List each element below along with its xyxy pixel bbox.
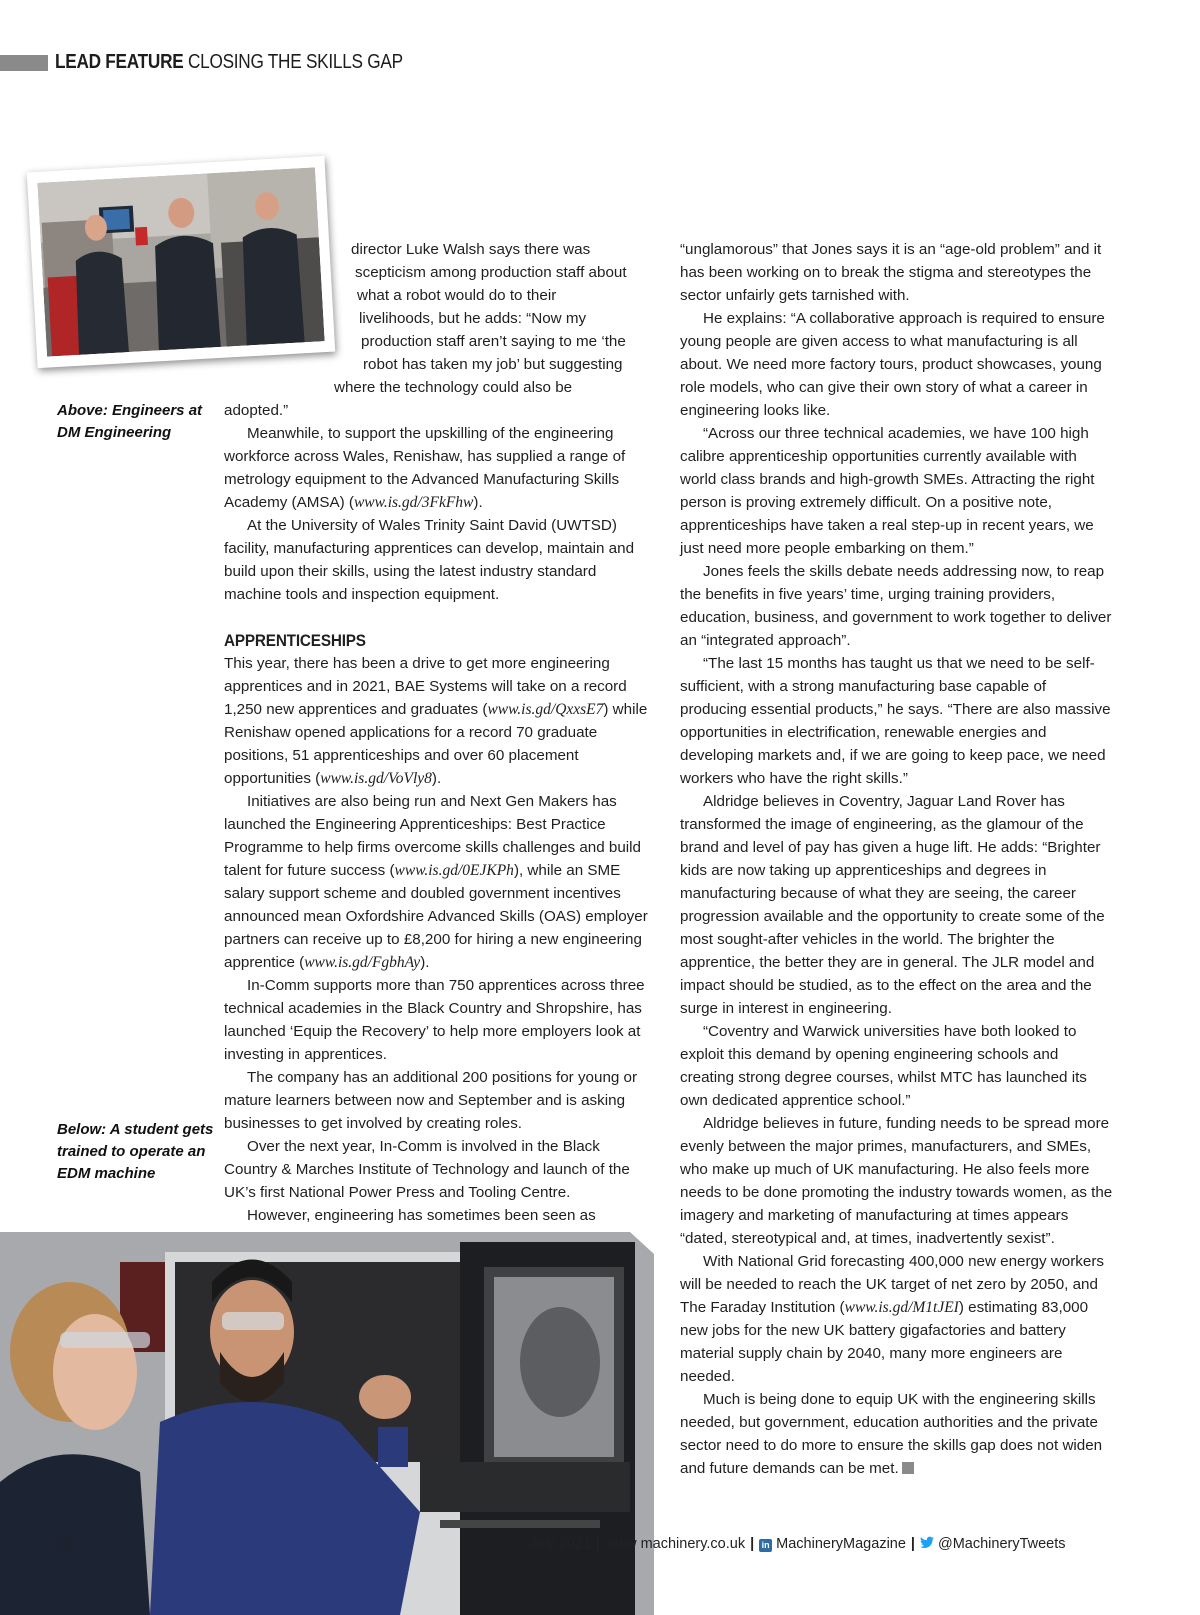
page-number: 12 <box>57 1536 74 1552</box>
paragraph: Aldridge believes in future, funding needs to be spread more evenly between the major primes, manufacturers, and SMEs, who make up much of UK manufacturing. He also feels more needs to be done promoting the industry towards women, as the imagery and marketing of manufacturing at times appears “dated, stereotypical and, at times, inadvertently sexist”. <box>680 1115 1113 1247</box>
paragraph: “Across our three technical academies, we have 100 high calibre apprenticeship opportunities currently available with world class brands and high-growth SMEs. Attracting the right person is proving extremely difficult. On a positive note, apprenticeships have taken a real step-up in recent years, we just need more people embarking on them.” <box>680 425 1095 557</box>
wrap-line: livelihoods, but he adds: “Now my <box>359 310 587 327</box>
twitter-icon <box>920 1536 934 1549</box>
paragraph: Much is being done to equip UK with the engineering skills needed, but government, education authorities and the private sector need to do more to ensure the skills gap does not widen and future demands can be met. <box>680 1391 1103 1477</box>
paragraph: adopted.” <box>224 402 289 419</box>
end-of-article-square <box>902 1462 914 1474</box>
article-link[interactable]: www.is.gd/M1tJEI <box>844 1299 959 1316</box>
caption-above: Above: Engineers at DM Engineering <box>57 402 203 441</box>
paragraph: With National Grid forecasting 400,000 new energy workers will be needed to reach the UK target of net zero by 2050, and The Faraday Institution (www.is.gd/M1tJEI) estimating 83,000 new jobs for the new UK battery gigafactories and battery material supply chain by 2040, many more engineers are needed. <box>680 1253 1104 1385</box>
website-link[interactable]: www machinery.co.uk <box>605 1536 746 1552</box>
issue-date: July 2021 <box>529 1536 592 1552</box>
article-link[interactable]: www.is.gd/0EJKPh <box>394 862 514 879</box>
caption-below: Below: A student gets trained to operate an EDM machine <box>57 1121 214 1182</box>
article-link[interactable]: www.is.gd/QxxsE7 <box>487 701 604 718</box>
header-accent-bar <box>0 55 48 71</box>
linkedin-handle[interactable]: MachineryMagazine <box>776 1536 906 1552</box>
paragraph: Initiatives are also being run and Next Gen Makers has launched the Engineering Apprenticeships: Best Practice Programme to help firms overcome skills challenges and build talent for future success (www.is.gd/0EJKPh), while an SME salary support scheme and doubled government incentives announced mean Oxfordshire Advanced Skills (OAS) employer partners can receive up to £8,200 for hiring a new engineering apprentice (www.is.gd/FgbhAy). <box>224 793 648 971</box>
wrap-line: production staff aren’t saying to me ‘the <box>361 333 626 350</box>
article-link[interactable]: www.is.gd/FgbhAy <box>304 954 421 971</box>
header-section: LEAD FEATURE <box>55 51 184 73</box>
paragraph: This year, there has been a drive to get more engineering apprentices and in 2021, BAE Systems will take on a record 1,250 new apprentices and graduates (www.is.gd/QxxsE7) while Renishaw opened applications for a record 70 graduate positions, 51 apprenticeships and over 60 placement opportunities (www.is.gd/VoVly8). <box>224 655 648 787</box>
edm-training-photo <box>0 1232 654 1615</box>
wrap-line: what a robot would do to their <box>357 287 557 304</box>
wrap-line: scepticism among production staff about <box>355 264 627 281</box>
paragraph: Jones feels the skills debate needs addressing now, to reap the benefits in five years’ time, urging training providers, education, business, and government to work together to deliver an “integrated approach”. <box>680 563 1112 649</box>
article-column-2 <box>680 238 1116 1480</box>
paragraph: Over the next year, In-Comm is involved in the Black Country & Marches Institute of Technology and launch of the UK’s first National Power Press and Tooling Centre. <box>224 1138 630 1201</box>
article-column-1 <box>224 238 656 1227</box>
footer-credits: July 2021 | www machinery.co.uk | in MachineryMagazine | @MachineryTweets <box>529 1536 1066 1552</box>
wrap-line: robot has taken my job’ but suggesting <box>363 356 623 373</box>
paragraph: “unglamorous” that Jones says it is an “age-old problem” and it has been working on to break the stigma and stereotypes the sector unfairly gets tarnished with. <box>680 241 1102 304</box>
article-link[interactable]: www.is.gd/VoVly8 <box>320 770 432 787</box>
subheading: APPRENTICESHIPS <box>224 631 366 650</box>
paragraph: Aldridge believes in Coventry, Jaguar Land Rover has transformed the image of engineering, as the glamour of the brand and level of pay has given a huge lift. He adds: “Brighter kids are now taking up apprenticeships and degrees in manufacturing because of what they are seeing, the career progression available and the opportunity to create some of the most sought-after vehicles in the world. The brighter the apprentice, the better they are in general. The JLR model and impact should be studied, as to the effect on the area and the surge in interest in engineering. <box>680 793 1105 1017</box>
page-header <box>55 51 403 74</box>
header-title: CLOSING THE SKILLS GAP <box>187 51 403 73</box>
wrap-line: where the technology could also be <box>334 379 573 396</box>
paragraph: At the University of Wales Trinity Saint David (UWTSD) facility, manufacturing apprentices can develop, maintain and build upon their skills, using the latest industry standard machine tools and inspection equipment. <box>224 517 635 603</box>
paragraph: Meanwhile, to support the upskilling of the engineering workforce across Wales, Renishaw, has supplied a range of metrology equipment to the Advanced Manufacturing Skills Academy (AMSA) (www.is.gd/3FkFhw). <box>224 425 626 511</box>
wrap-line: director Luke Walsh says there was <box>351 241 591 258</box>
article-link[interactable]: www.is.gd/3FkFhw <box>353 494 474 511</box>
paragraph: He explains: “A collaborative approach is required to ensure young people are given access to what manufacturing is all about. We need more factory tours, product showcases, young role models, who can give their own story of what a career in engineering looks like. <box>680 310 1105 419</box>
paragraph: “The last 15 months has taught us that we need to be self-sufficient, with a strong manufacturing base capable of producing essential products,” he says. “There are also massive opportunities in electrification, renewable energies and developing markets and, if we are going to keep pace, we need workers who have the right skills.” <box>680 655 1111 787</box>
paragraph: “Coventry and Warwick universities have both looked to exploit this demand by opening engineering schools and creating strong degree courses, whilst MTC has launched its own dedicated apprentice school.” <box>680 1023 1087 1109</box>
linkedin-icon: in <box>759 1539 772 1552</box>
paragraph: However, engineering has sometimes been seen as <box>247 1207 596 1224</box>
paragraph: In-Comm supports more than 750 apprentices across three technical academies in the Black Country and Shropshire, has launched ‘Equip the Recovery’ to help more employers look at investing in apprentices. <box>224 977 645 1063</box>
twitter-handle[interactable]: @MachineryTweets <box>937 1536 1066 1552</box>
paragraph: The company has an additional 200 positions for young or mature learners between now and September and is asking businesses to get involved by creating roles. <box>224 1069 638 1132</box>
